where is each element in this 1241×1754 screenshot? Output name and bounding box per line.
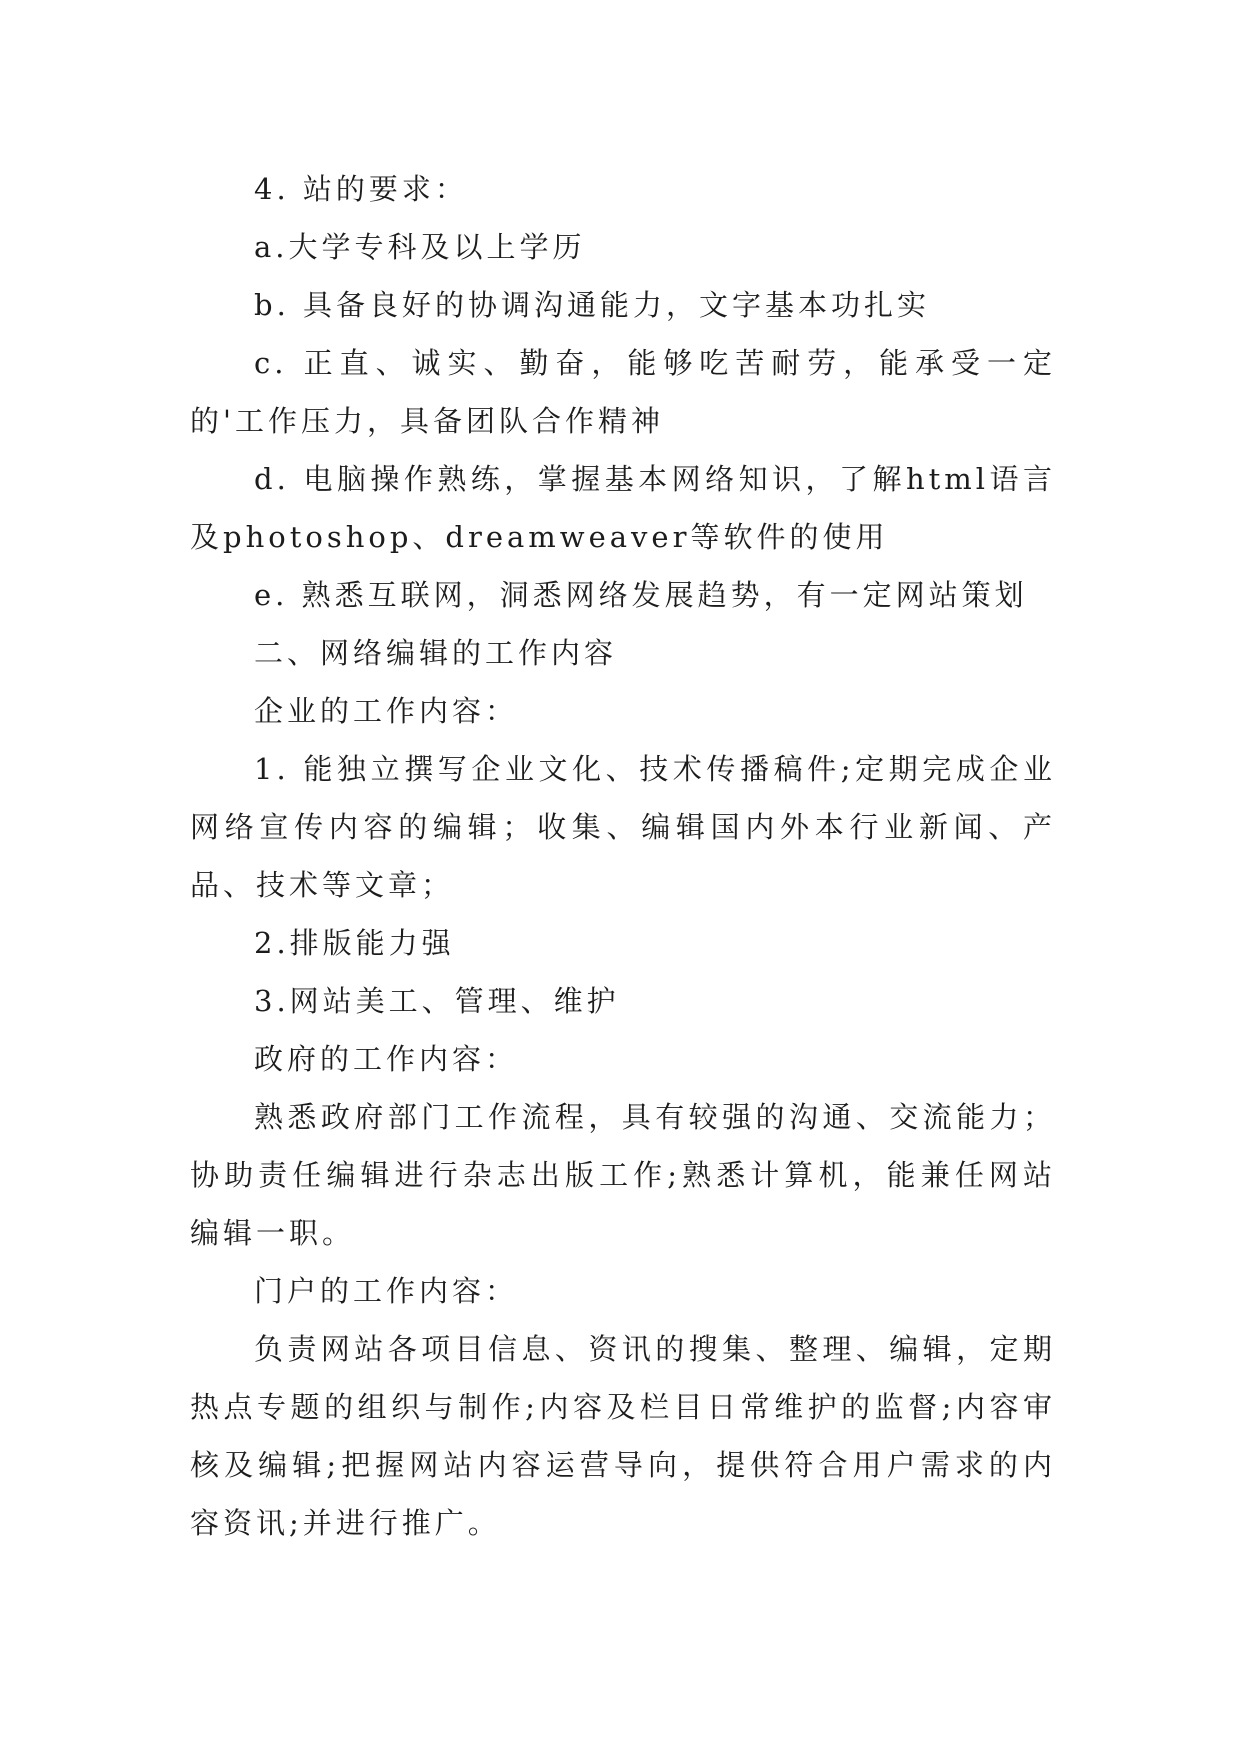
- paragraph-portal-body: 负责网站各项目信息、资讯的搜集、整理、编辑，定期热点专题的组织与制作;内容及栏目日常维护的监督;内容审核及编辑;把握网站内容运营导向，提供符合用户需求的内容资讯;并进行推广。: [190, 1332, 1056, 1540]
- section-heading-work-content: 二、网络编辑的工作内容: [254, 636, 618, 670]
- paragraph-requirement-a: a.大学专科及以上学历: [254, 230, 586, 264]
- paragraph-requirement-c: c. 正直、诚实、勤奋，能够吃苦耐劳，能承受一定的'工作压力，具备团队合作精神: [190, 346, 1056, 438]
- paragraph-government-body: 熟悉政府部门工作流程，具有较强的沟通、交流能力；协助责任编辑进行杂志出版工作;熟悉计算机，能兼任网站编辑一职。: [190, 1100, 1056, 1250]
- paragraph-enterprise-item-1: 1. 能独立撰写企业文化、技术传播稿件;定期完成企业网络宣传内容的编辑；收集、编辑国内外本行业新闻、产品、技术等文章；: [190, 752, 1056, 902]
- paragraph-enterprise-item-3: 3.网站美工、管理、维护: [254, 984, 620, 1018]
- paragraph-government-heading: 政府的工作内容：: [254, 1042, 519, 1076]
- paragraph-portal-heading: 门户的工作内容：: [254, 1274, 519, 1308]
- paragraph-requirement-b: b. 具备良好的协调沟通能力，文字基本功扎实: [254, 288, 931, 322]
- paragraph-requirement-d: d. 电脑操作熟练，掌握基本网络知识，了解html语言及photoshop、dreamweaver等软件的使用: [190, 462, 1056, 554]
- paragraph-enterprise-item-2: 2.排版能力强: [254, 926, 455, 960]
- paragraph-site-requirements-heading: 4. 站的要求：: [254, 172, 468, 206]
- paragraph-requirement-e: e. 熟悉互联网，洞悉网络发展趋势，有一定网站策划: [254, 578, 1028, 612]
- paragraph-enterprise-heading: 企业的工作内容：: [254, 694, 519, 728]
- document-body: [190, 160, 1056, 1552]
